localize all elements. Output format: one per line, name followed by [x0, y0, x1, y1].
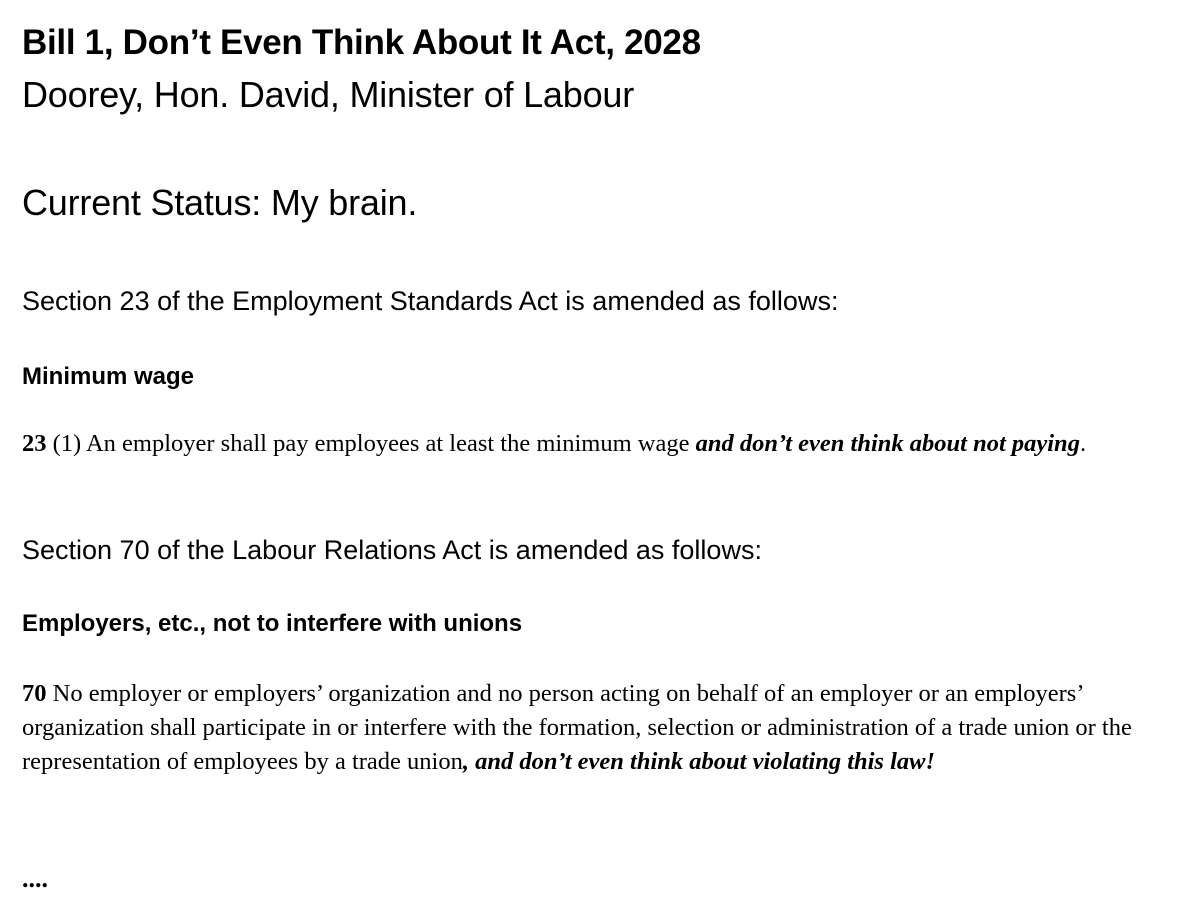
section-23-text: (1) An employer shall pay employees at least the minimum wage: [46, 430, 696, 457]
section-23-number: 23: [22, 430, 47, 457]
section-23-intro: Section 23 of the Employment Standards Act is amended as follows:: [22, 286, 839, 316]
section-70-number: 70: [22, 680, 47, 707]
section-23-amendment: and don’t even think about not paying: [695, 430, 1080, 457]
section-70-provision: [22, 677, 1172, 779]
bill-status: Current Status: My brain.: [22, 182, 418, 223]
section-23-provision: [22, 427, 1172, 461]
section-70-text: No employer or employers’ organization and no person acting on behalf of an employer or an employers’ organization shall participate in or interfere with the formation, selection or administration of a trade union or the representation of employees by a trade union: [22, 680, 1132, 775]
section-70-amendment: , and don’t even think about violating this law!: [462, 748, 936, 775]
continuation-ellipsis: ....: [22, 864, 48, 893]
section-70-intro: Section 70 of the Labour Relations Act is amended as follows:: [22, 535, 762, 565]
section-70-heading: Employers, etc., not to interfere with unions: [22, 610, 523, 637]
bill-title: Bill 1, Don’t Even Think About It Act, 2028: [22, 23, 701, 62]
section-23-heading: Minimum wage: [22, 363, 195, 390]
section-23-end: .: [1079, 430, 1087, 457]
bill-sponsor: Doorey, Hon. David, Minister of Labour: [22, 74, 635, 115]
